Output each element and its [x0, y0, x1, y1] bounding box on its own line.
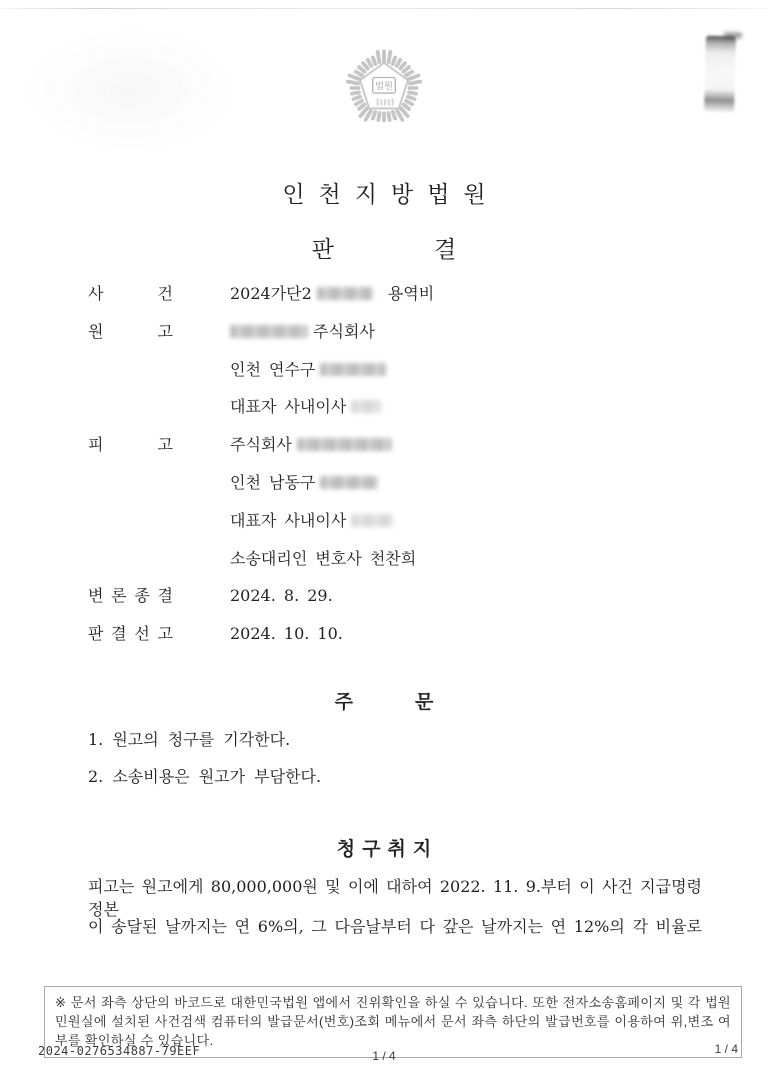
scan-stamp-artifact-top-right — [704, 36, 736, 113]
claim-paragraph — [88, 874, 702, 954]
doc-type-char-left: 판 — [311, 237, 334, 263]
plaintiff-entity: 주식회사 — [313, 321, 375, 341]
case-row-plaintiff-address — [88, 359, 708, 397]
scan-smudge-top-left — [25, 30, 235, 150]
issue-number: 2024-0276534887-79EEF — [38, 1044, 201, 1058]
redacted-text — [351, 400, 381, 413]
order-item: 1. 원고의 청구를 기각한다. — [88, 730, 291, 749]
order-item: 2. 소송비용은 원고가 부담한다. — [88, 766, 322, 786]
scan-edge-line — [0, 8, 768, 9]
redacted-text — [317, 287, 373, 300]
case-row-defendant-counsel — [88, 548, 708, 586]
redacted-text — [351, 514, 393, 527]
case-row-label: 사 건 — [88, 284, 173, 303]
document-type-title — [0, 231, 768, 264]
seal-text: 법원 — [375, 80, 393, 92]
case-row-label: 판 결 선 고 — [88, 624, 173, 644]
claim-line: 이 송달된 날까지는 연 6%의, 그 다음날부터 다 갚은 날까지는 연 12%의 각 비율로 — [88, 917, 702, 936]
case-row-label: 원 고 — [88, 321, 173, 341]
case-row-hearing-closed — [88, 585, 708, 623]
defendant-counsel: 소송대리인 변호사 천찬희 — [230, 548, 417, 568]
redacted-text — [320, 363, 386, 376]
court-name-title: 인천지방법원 — [282, 182, 500, 208]
page-indicator-right: 1 / 4 — [714, 1042, 738, 1056]
defendant-entity: 주식회사 — [230, 435, 292, 455]
case-row-label: 피 고 — [88, 435, 173, 455]
redacted-text — [230, 325, 308, 338]
hearing-closed-date: 2024. 8. 29. — [230, 586, 333, 606]
defendant-representative: 대표자 사내이사 — [230, 510, 347, 530]
case-row-label: 변 론 종 결 — [88, 586, 173, 606]
plaintiff-address: 인천 연수구 — [230, 359, 316, 379]
case-row-defendant-address — [88, 472, 708, 510]
authenticity-notice-box: ※ 문서 좌측 상단의 바코드로 대한민국법원 앱에서 진위확인을 하실 수 있습니다. 또한 전자소송홈페이지 및 각 법원 민원실에 설치된 사건검색 컴퓨터의 발급문서(번호)조회 메뉴에서 문서 좌측 하단의 발급번호를 이용하여 위,변조 여부를 확인하실 수 있습니다. — [44, 986, 742, 1058]
case-subject: 용역비 — [387, 284, 435, 303]
case-row-plaintiff-representative — [88, 396, 708, 434]
redacted-text — [320, 476, 378, 489]
court-seal-icon — [342, 46, 426, 134]
doc-type-char-right: 결 — [434, 237, 457, 263]
order-section-heading — [0, 687, 768, 714]
case-row-defendant-representative — [88, 510, 708, 548]
claim-section-heading: 청구취지 — [336, 838, 439, 860]
claim-line: 피고는 원고에게 80,000,000원 및 이에 대하여 2022. 11. 9.부터 이 사건 지급명령정본 — [88, 877, 702, 919]
case-row-case-number — [88, 283, 708, 321]
case-row-defendant — [88, 434, 708, 472]
order-heading-char-left: 주 — [334, 691, 353, 713]
page-indicator-center: 1 / 4 — [372, 1049, 396, 1063]
plaintiff-representative: 대표자 사내이사 — [230, 397, 347, 417]
judgment-date: 2024. 10. 10. — [230, 624, 343, 644]
case-info-table — [88, 283, 708, 661]
redacted-text — [297, 438, 392, 451]
case-row-plaintiff — [88, 321, 708, 359]
case-row-judgment-date — [88, 623, 708, 661]
case-number-prefix: 2024가단2 — [230, 284, 312, 303]
order-heading-char-right: 문 — [415, 691, 434, 713]
order-items — [88, 727, 708, 800]
defendant-address: 인천 남동구 — [230, 472, 316, 492]
